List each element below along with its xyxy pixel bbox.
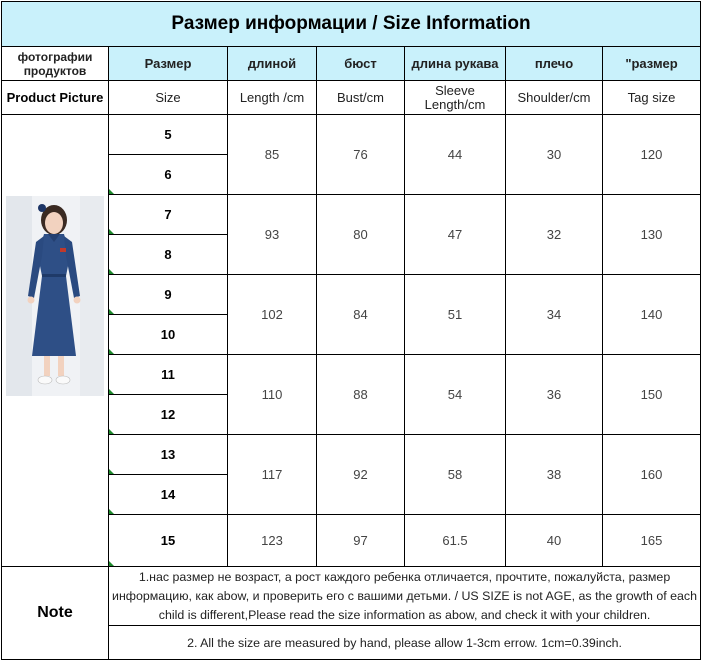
size-table [1,1,701,660]
sleeve-cell: 61.5 [405,515,506,567]
shoulder-cell: 30 [506,115,603,195]
right-shoe [56,376,70,384]
header-row-english [2,81,701,115]
size-cell: 12 [109,395,228,435]
pocket-patch [60,248,66,252]
header-ru-sleeve: длина рукава [405,47,506,81]
tag-cell: 130 [603,195,701,275]
length-cell: 117 [228,435,317,515]
bust-cell: 92 [317,435,405,515]
tag-cell: 165 [603,515,701,567]
header-ru-bust: бюст [317,47,405,81]
shoulder-cell: 32 [506,195,603,275]
header-en-sleeve: Sleeve Length/cm [405,81,506,115]
bust-cell: 97 [317,515,405,567]
left-leg [44,356,50,376]
length-cell: 102 [228,275,317,355]
table-title: Размер информации / Size Information [2,2,701,47]
size-cell: 15 [109,515,228,567]
size-cell: 8 [109,235,228,275]
size-cell: 9 [109,275,228,315]
product-photo [6,196,104,396]
sleeve-cell: 58 [405,435,506,515]
left-shoe [38,376,52,384]
note-line-1: 1.нас размер не возраст, а рост каждого ребенка отличается, прочтите, пожалуйста, размер информацию, как abow, и проверить его с вашими детьми. / US SIZE is not AGE, as the growth of each child is different,Please read the size information as abow, and check it with your children. [109,567,701,626]
bust-cell: 84 [317,275,405,355]
waistband [42,274,66,277]
shoulder-cell: 36 [506,355,603,435]
size-cell: 7 [109,195,228,235]
header-en-shoulder: Shoulder/cm [506,81,603,115]
hair-bow [38,204,46,212]
shoulder-cell: 38 [506,435,603,515]
header-row-russian [2,47,701,81]
size-cell: 6 [109,155,228,195]
header-ru-size: Размер [109,47,228,81]
left-hand [28,297,35,304]
shoulder-cell: 34 [506,275,603,355]
shoulder-cell: 40 [506,515,603,567]
header-ru-tag: "размер [603,47,701,81]
header-en-length: Length /cm [228,81,317,115]
size-cell: 5 [109,115,228,155]
note-label: Note [2,567,109,660]
bust-cell: 88 [317,355,405,435]
header-ru-length: длиной [228,47,317,81]
size-cell: 11 [109,355,228,395]
tag-cell: 150 [603,355,701,435]
bust-cell: 80 [317,195,405,275]
length-cell: 93 [228,195,317,275]
size-cell: 14 [109,475,228,515]
bust-cell: 76 [317,115,405,195]
length-cell: 110 [228,355,317,435]
header-en-product-picture: Product Picture [2,81,109,115]
right-leg [58,356,64,376]
tag-cell: 160 [603,435,701,515]
sleeve-cell: 44 [405,115,506,195]
photo-backdrop-panel [80,196,104,396]
sleeve-cell: 54 [405,355,506,435]
header-ru-shoulder: плечо [506,47,603,81]
header-en-tag: Tag size [603,81,701,115]
header-en-bust: Bust/cm [317,81,405,115]
tag-cell: 140 [603,275,701,355]
size-cell: 13 [109,435,228,475]
note-row [2,567,701,626]
sleeve-cell: 51 [405,275,506,355]
note-line-2: 2. All the size are measured by hand, please allow 1-3cm errow. 1cm=0.39inch. [109,626,701,660]
length-cell: 85 [228,115,317,195]
face [45,212,63,234]
header-en-size: Size [109,81,228,115]
right-hand [74,297,81,304]
tag-cell: 120 [603,115,701,195]
sleeve-cell: 47 [405,195,506,275]
length-cell: 123 [228,515,317,567]
table-row [2,115,701,155]
header-ru-product-photo: фотографии продуктов [2,47,109,81]
size-cell: 10 [109,315,228,355]
